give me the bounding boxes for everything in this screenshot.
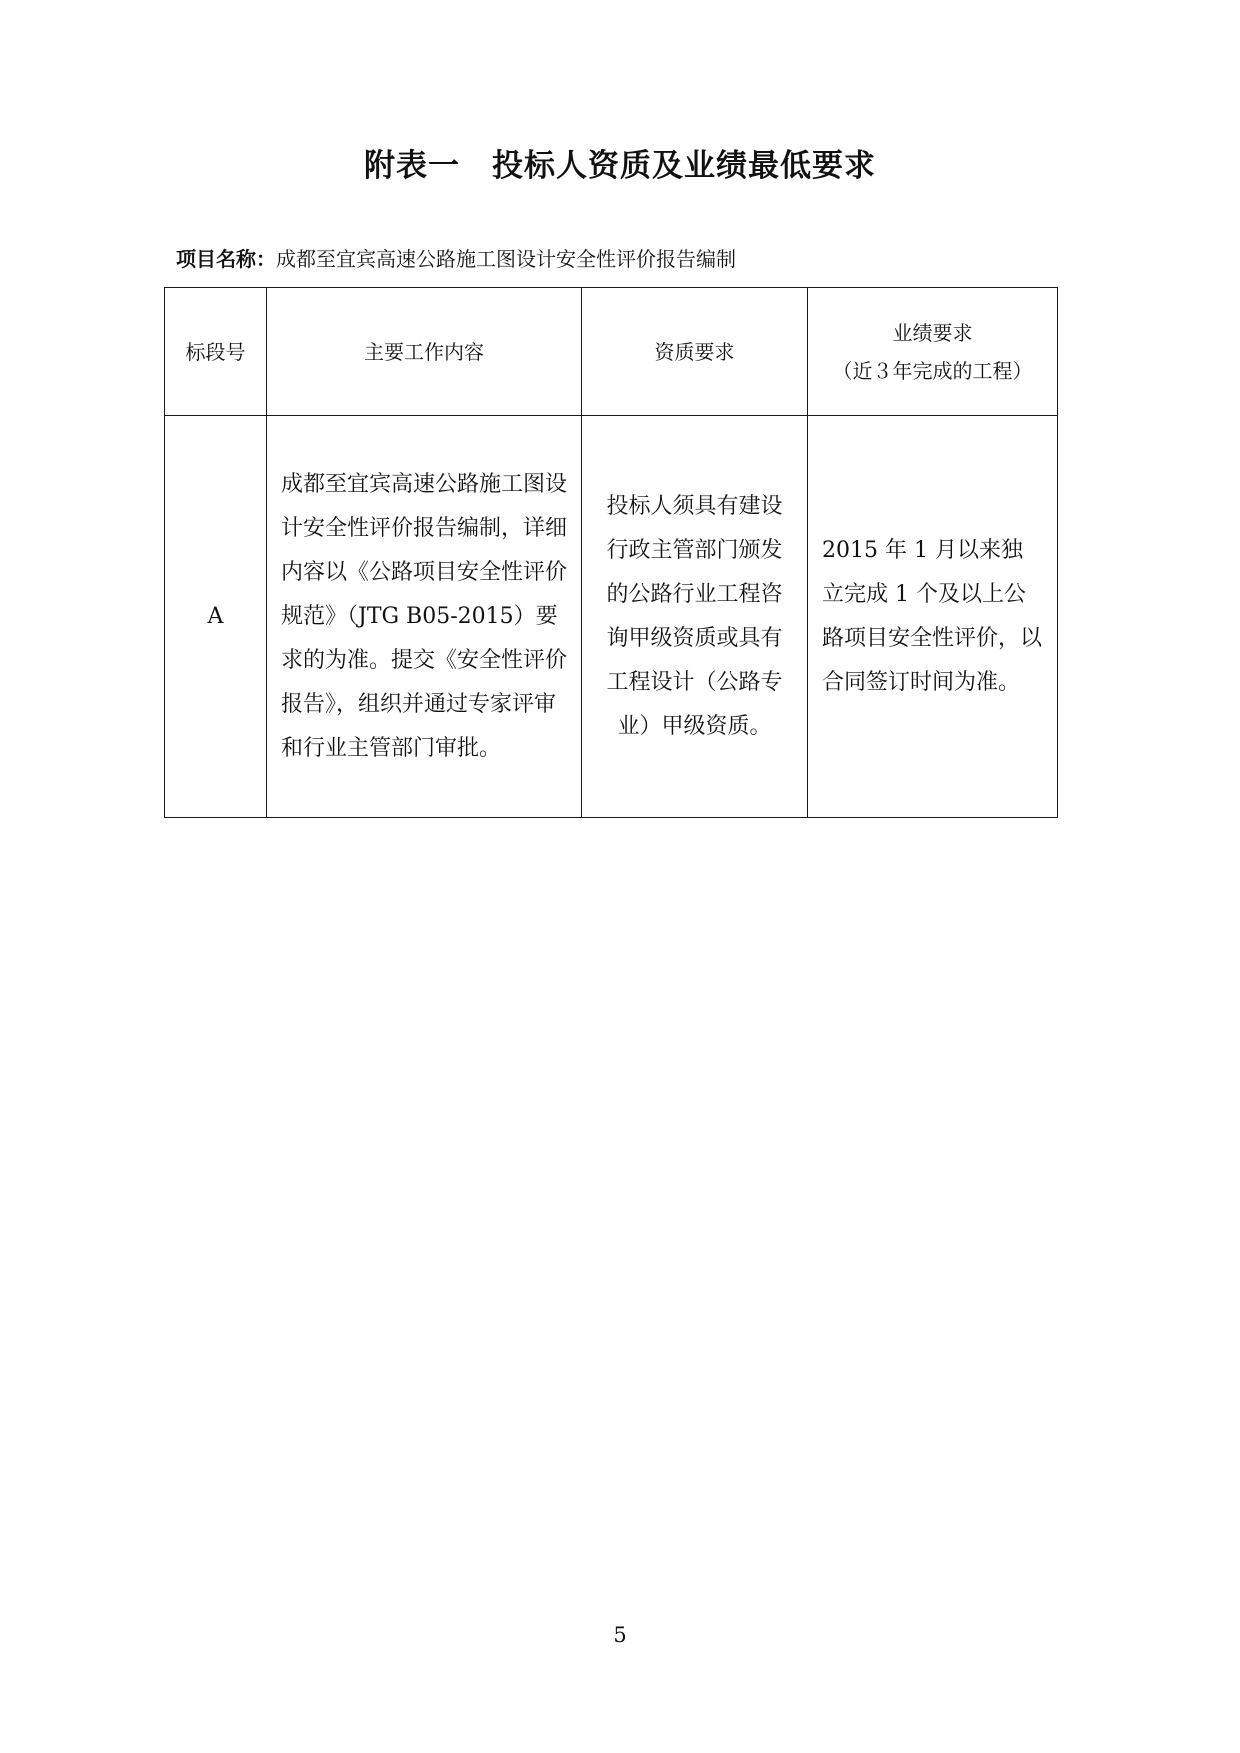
page-number: 5	[613, 1623, 627, 1647]
table-header-row	[165, 288, 1058, 416]
page-title: 附表一 投标人资质及业绩最低要求	[364, 148, 876, 184]
project-name-value: 成都至宜宾高速公路施工图设计安全性评价报告编制	[276, 247, 736, 271]
work-content-cell: 成都至宜宾高速公路施工图设计安全性评价报告编制，详细内容以《公路项目安全性评价规范》（JTG B05-2015）要求的为准。提交《安全性评价报告》，组织并通过专家评审和行业主管部门审批。	[267, 416, 582, 818]
header-qualification: 资质要求	[582, 288, 808, 416]
header-performance	[808, 288, 1058, 416]
performance-cell: 2015 年 1 月以来独立完成 1 个及以上公路项目安全性评价，以合同签订时间为准。	[808, 416, 1058, 818]
segment-cell: A	[165, 416, 267, 818]
project-name-label: 项目名称：	[176, 247, 276, 271]
table-row	[165, 416, 1058, 818]
header-segment: 标段号	[165, 288, 267, 416]
requirements-table	[164, 287, 1058, 818]
qualification-cell: 投标人须具有建设行政主管部门颁发的公路行业工程咨询甲级资质或具有工程设计（公路专业）甲级资质。	[582, 416, 808, 818]
header-content: 主要工作内容	[267, 288, 582, 416]
header-performance-title: 业绩要求	[892, 320, 973, 345]
header-performance-note: （近３年完成的工程）	[832, 358, 1033, 383]
project-name-line	[176, 243, 736, 272]
